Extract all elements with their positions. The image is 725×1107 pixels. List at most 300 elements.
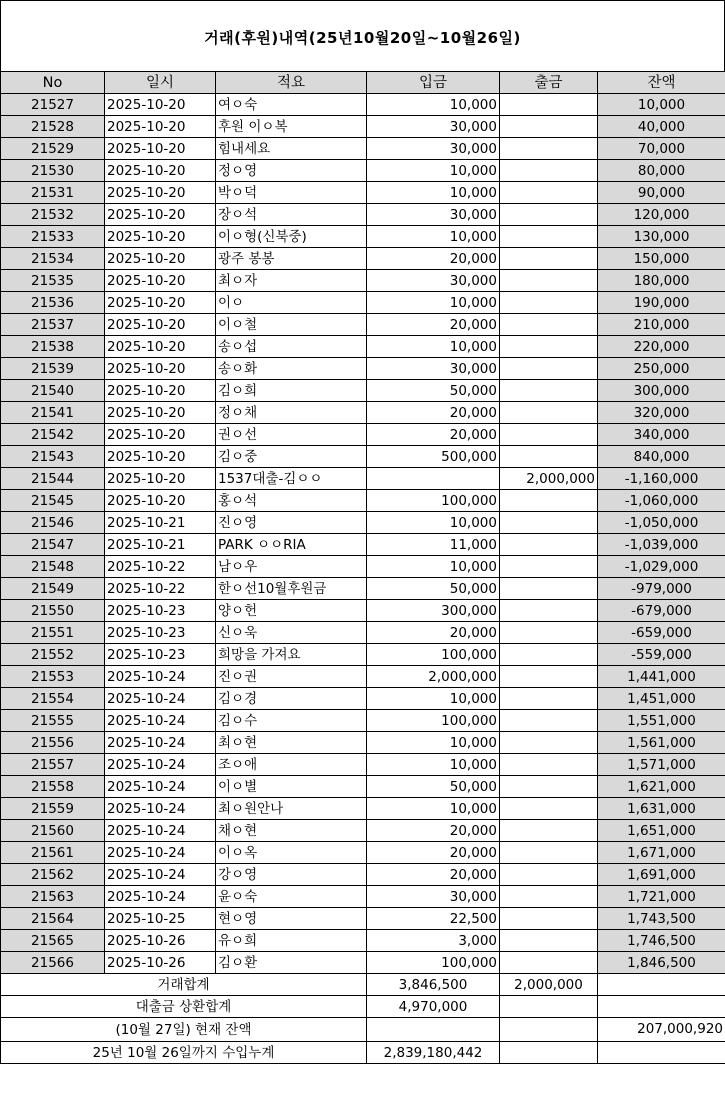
row-date: 2025-10-20 bbox=[105, 204, 216, 226]
row-balance: 120,000 bbox=[598, 204, 725, 226]
row-balance: 1,651,000 bbox=[598, 820, 725, 842]
row-date: 2025-10-23 bbox=[105, 622, 216, 644]
row-withdrawal bbox=[500, 116, 598, 138]
row-no: 21538 bbox=[1, 336, 105, 358]
row-memo: 조ㅇ애 bbox=[216, 754, 367, 776]
row-withdrawal bbox=[500, 952, 598, 974]
transaction-rows bbox=[1, 94, 725, 974]
row-withdrawal bbox=[500, 512, 598, 534]
row-withdrawal bbox=[500, 842, 598, 864]
row-withdrawal bbox=[500, 600, 598, 622]
row-balance: -1,060,000 bbox=[598, 490, 725, 512]
row-deposit: 10,000 bbox=[367, 336, 500, 358]
row-memo: 희망을 가져요 bbox=[216, 644, 367, 666]
table-row bbox=[1, 424, 725, 446]
row-withdrawal bbox=[500, 908, 598, 930]
row-no: 21566 bbox=[1, 952, 105, 974]
row-deposit: 30,000 bbox=[367, 116, 500, 138]
row-withdrawal bbox=[500, 424, 598, 446]
row-no: 21534 bbox=[1, 248, 105, 270]
row-deposit: 20,000 bbox=[367, 820, 500, 842]
current-balance-value: 207,000,920 bbox=[598, 1018, 725, 1042]
row-memo: 유ㅇ희 bbox=[216, 930, 367, 952]
summary-balance-row bbox=[1, 1018, 725, 1042]
row-no: 21543 bbox=[1, 446, 105, 468]
row-balance: 40,000 bbox=[598, 116, 725, 138]
summary-total-row bbox=[1, 974, 725, 996]
row-no: 21546 bbox=[1, 512, 105, 534]
row-date: 2025-10-24 bbox=[105, 776, 216, 798]
row-date: 2025-10-26 bbox=[105, 952, 216, 974]
table-row bbox=[1, 688, 725, 710]
row-memo: 김ㅇ경 bbox=[216, 688, 367, 710]
row-date: 2025-10-24 bbox=[105, 864, 216, 886]
header-withdrawal: 출금 bbox=[500, 72, 598, 94]
current-balance-label: (10월 27일) 현재 잔액 bbox=[1, 1018, 367, 1042]
row-memo: 이ㅇ옥 bbox=[216, 842, 367, 864]
row-memo: 박ㅇ덕 bbox=[216, 182, 367, 204]
table-row bbox=[1, 512, 725, 534]
table-row bbox=[1, 952, 725, 974]
table-row bbox=[1, 930, 725, 952]
row-memo: 양ㅇ헌 bbox=[216, 600, 367, 622]
loan-label: 대출금 상환합계 bbox=[1, 996, 367, 1018]
row-deposit: 50,000 bbox=[367, 578, 500, 600]
row-deposit: 10,000 bbox=[367, 292, 500, 314]
row-balance: 250,000 bbox=[598, 358, 725, 380]
row-no: 21530 bbox=[1, 160, 105, 182]
row-balance: 220,000 bbox=[598, 336, 725, 358]
row-deposit: 10,000 bbox=[367, 556, 500, 578]
row-withdrawal bbox=[500, 864, 598, 886]
header-no: No bbox=[1, 72, 105, 94]
row-balance: 1,441,000 bbox=[598, 666, 725, 688]
row-no: 21544 bbox=[1, 468, 105, 490]
row-memo: 장ㅇ석 bbox=[216, 204, 367, 226]
table-row bbox=[1, 468, 725, 490]
cumulative-balance-empty bbox=[598, 1042, 725, 1064]
loan-balance-empty bbox=[598, 996, 725, 1018]
row-memo: 채ㅇ현 bbox=[216, 820, 367, 842]
row-date: 2025-10-24 bbox=[105, 688, 216, 710]
row-balance: 1,743,500 bbox=[598, 908, 725, 930]
row-date: 2025-10-20 bbox=[105, 226, 216, 248]
row-memo: 정ㅇ영 bbox=[216, 160, 367, 182]
row-balance: -1,029,000 bbox=[598, 556, 725, 578]
table-row bbox=[1, 776, 725, 798]
row-balance: 150,000 bbox=[598, 248, 725, 270]
row-balance: -1,160,000 bbox=[598, 468, 725, 490]
table-row bbox=[1, 314, 725, 336]
row-deposit: 30,000 bbox=[367, 358, 500, 380]
row-withdrawal bbox=[500, 226, 598, 248]
row-date: 2025-10-23 bbox=[105, 644, 216, 666]
row-balance: 1,691,000 bbox=[598, 864, 725, 886]
row-memo: 정ㅇ채 bbox=[216, 402, 367, 424]
row-withdrawal bbox=[500, 578, 598, 600]
row-no: 21535 bbox=[1, 270, 105, 292]
row-deposit: 30,000 bbox=[367, 138, 500, 160]
row-no: 21536 bbox=[1, 292, 105, 314]
table-row bbox=[1, 666, 725, 688]
row-date: 2025-10-21 bbox=[105, 512, 216, 534]
row-no: 21563 bbox=[1, 886, 105, 908]
table-row bbox=[1, 336, 725, 358]
row-deposit: 100,000 bbox=[367, 952, 500, 974]
row-date: 2025-10-24 bbox=[105, 798, 216, 820]
row-balance: -659,000 bbox=[598, 622, 725, 644]
row-date: 2025-10-22 bbox=[105, 578, 216, 600]
row-deposit: 20,000 bbox=[367, 402, 500, 424]
row-withdrawal bbox=[500, 732, 598, 754]
row-date: 2025-10-25 bbox=[105, 908, 216, 930]
row-deposit: 100,000 bbox=[367, 644, 500, 666]
row-deposit: 100,000 bbox=[367, 490, 500, 512]
table-row bbox=[1, 556, 725, 578]
row-withdrawal bbox=[500, 534, 598, 556]
row-no: 21529 bbox=[1, 138, 105, 160]
row-no: 21555 bbox=[1, 710, 105, 732]
table-row bbox=[1, 820, 725, 842]
row-deposit: 20,000 bbox=[367, 424, 500, 446]
loan-withdrawal-empty bbox=[500, 996, 598, 1018]
row-date: 2025-10-23 bbox=[105, 600, 216, 622]
row-withdrawal bbox=[500, 820, 598, 842]
row-deposit: 10,000 bbox=[367, 512, 500, 534]
row-balance: 130,000 bbox=[598, 226, 725, 248]
row-balance: 1,621,000 bbox=[598, 776, 725, 798]
cumulative-label: 25년 10월 26일까지 수입누계 bbox=[1, 1042, 367, 1064]
row-no: 21537 bbox=[1, 314, 105, 336]
row-withdrawal bbox=[500, 160, 598, 182]
table-row bbox=[1, 710, 725, 732]
row-balance: 1,631,000 bbox=[598, 798, 725, 820]
row-deposit: 10,000 bbox=[367, 226, 500, 248]
row-withdrawal bbox=[500, 358, 598, 380]
table-row bbox=[1, 864, 725, 886]
row-balance: -1,039,000 bbox=[598, 534, 725, 556]
table-row bbox=[1, 490, 725, 512]
row-no: 21548 bbox=[1, 556, 105, 578]
row-date: 2025-10-20 bbox=[105, 116, 216, 138]
row-deposit: 30,000 bbox=[367, 886, 500, 908]
row-memo: 진ㅇ영 bbox=[216, 512, 367, 534]
row-memo: 김ㅇ희 bbox=[216, 380, 367, 402]
row-deposit: 20,000 bbox=[367, 622, 500, 644]
row-deposit: 20,000 bbox=[367, 248, 500, 270]
row-deposit: 10,000 bbox=[367, 754, 500, 776]
row-no: 21554 bbox=[1, 688, 105, 710]
table-row bbox=[1, 204, 725, 226]
row-date: 2025-10-20 bbox=[105, 446, 216, 468]
row-deposit: 50,000 bbox=[367, 776, 500, 798]
row-deposit bbox=[367, 468, 500, 490]
row-no: 21562 bbox=[1, 864, 105, 886]
row-deposit: 10,000 bbox=[367, 94, 500, 116]
table-row bbox=[1, 358, 725, 380]
row-withdrawal bbox=[500, 138, 598, 160]
row-deposit: 50,000 bbox=[367, 380, 500, 402]
row-balance: 80,000 bbox=[598, 160, 725, 182]
row-no: 21557 bbox=[1, 754, 105, 776]
row-withdrawal bbox=[500, 556, 598, 578]
row-memo: 남ㅇ우 bbox=[216, 556, 367, 578]
row-date: 2025-10-24 bbox=[105, 732, 216, 754]
header-deposit: 입금 bbox=[367, 72, 500, 94]
header-memo: 적요 bbox=[216, 72, 367, 94]
row-memo: 여ㅇ숙 bbox=[216, 94, 367, 116]
row-withdrawal bbox=[500, 336, 598, 358]
row-memo: 김ㅇ수 bbox=[216, 710, 367, 732]
row-memo: 이ㅇ철 bbox=[216, 314, 367, 336]
row-date: 2025-10-20 bbox=[105, 160, 216, 182]
transaction-table bbox=[0, 71, 725, 1064]
table-row bbox=[1, 248, 725, 270]
row-date: 2025-10-26 bbox=[105, 930, 216, 952]
row-withdrawal bbox=[500, 446, 598, 468]
row-no: 21561 bbox=[1, 842, 105, 864]
row-balance: 1,451,000 bbox=[598, 688, 725, 710]
row-withdrawal bbox=[500, 204, 598, 226]
row-date: 2025-10-20 bbox=[105, 490, 216, 512]
row-date: 2025-10-20 bbox=[105, 358, 216, 380]
row-memo: 권ㅇ선 bbox=[216, 424, 367, 446]
table-row bbox=[1, 380, 725, 402]
row-memo: 후원 이ㅇ복 bbox=[216, 116, 367, 138]
row-deposit: 30,000 bbox=[367, 270, 500, 292]
row-withdrawal: 2,000,000 bbox=[500, 468, 598, 490]
row-memo: 강ㅇ영 bbox=[216, 864, 367, 886]
table-row bbox=[1, 578, 725, 600]
row-memo: 힘내세요 bbox=[216, 138, 367, 160]
row-no: 21551 bbox=[1, 622, 105, 644]
row-memo: 이ㅇ별 bbox=[216, 776, 367, 798]
cumulative-withdrawal-empty bbox=[500, 1042, 598, 1064]
table-row bbox=[1, 798, 725, 820]
table-row bbox=[1, 600, 725, 622]
table-row bbox=[1, 908, 725, 930]
row-deposit: 10,000 bbox=[367, 160, 500, 182]
row-balance: 1,746,500 bbox=[598, 930, 725, 952]
table-row bbox=[1, 732, 725, 754]
row-memo: 이ㅇ형(신북중) bbox=[216, 226, 367, 248]
row-balance: 1,671,000 bbox=[598, 842, 725, 864]
total-balance-empty bbox=[598, 974, 725, 996]
table-row bbox=[1, 116, 725, 138]
row-date: 2025-10-24 bbox=[105, 710, 216, 732]
row-memo: 윤ㅇ숙 bbox=[216, 886, 367, 908]
row-no: 21545 bbox=[1, 490, 105, 512]
row-withdrawal bbox=[500, 798, 598, 820]
table-row bbox=[1, 754, 725, 776]
row-deposit: 100,000 bbox=[367, 710, 500, 732]
row-balance: -559,000 bbox=[598, 644, 725, 666]
cumulative-value: 2,839,180,442 bbox=[367, 1042, 500, 1064]
row-deposit: 10,000 bbox=[367, 798, 500, 820]
row-memo: 최ㅇ자 bbox=[216, 270, 367, 292]
row-deposit: 2,000,000 bbox=[367, 666, 500, 688]
table-row bbox=[1, 842, 725, 864]
row-withdrawal bbox=[500, 622, 598, 644]
row-memo: 1537대출-김ㅇㅇ bbox=[216, 468, 367, 490]
row-no: 21560 bbox=[1, 820, 105, 842]
table-row bbox=[1, 270, 725, 292]
row-deposit: 20,000 bbox=[367, 314, 500, 336]
summary-cumulative-row bbox=[1, 1042, 725, 1064]
row-deposit: 30,000 bbox=[367, 204, 500, 226]
header-balance: 잔액 bbox=[598, 72, 725, 94]
row-memo: 김ㅇ중 bbox=[216, 446, 367, 468]
table-row bbox=[1, 446, 725, 468]
row-no: 21540 bbox=[1, 380, 105, 402]
summary-loan-row bbox=[1, 996, 725, 1018]
row-date: 2025-10-20 bbox=[105, 336, 216, 358]
row-deposit: 500,000 bbox=[367, 446, 500, 468]
row-withdrawal bbox=[500, 94, 598, 116]
table-row bbox=[1, 226, 725, 248]
row-no: 21552 bbox=[1, 644, 105, 666]
row-no: 21547 bbox=[1, 534, 105, 556]
row-date: 2025-10-20 bbox=[105, 424, 216, 446]
row-balance: 10,000 bbox=[598, 94, 725, 116]
row-memo: 김ㅇ환 bbox=[216, 952, 367, 974]
row-deposit: 300,000 bbox=[367, 600, 500, 622]
summary-section bbox=[1, 974, 725, 1064]
row-memo: 광주 봉봉 bbox=[216, 248, 367, 270]
row-balance: 300,000 bbox=[598, 380, 725, 402]
row-balance: -979,000 bbox=[598, 578, 725, 600]
row-no: 21527 bbox=[1, 94, 105, 116]
loan-deposit: 4,970,000 bbox=[367, 996, 500, 1018]
title-area bbox=[0, 0, 725, 71]
row-date: 2025-10-24 bbox=[105, 666, 216, 688]
current-balance-withdrawal-empty bbox=[500, 1018, 598, 1042]
row-date: 2025-10-24 bbox=[105, 754, 216, 776]
row-no: 21549 bbox=[1, 578, 105, 600]
row-date: 2025-10-20 bbox=[105, 468, 216, 490]
row-no: 21531 bbox=[1, 182, 105, 204]
table-row bbox=[1, 402, 725, 424]
row-date: 2025-10-20 bbox=[105, 94, 216, 116]
row-no: 21528 bbox=[1, 116, 105, 138]
row-balance: 840,000 bbox=[598, 446, 725, 468]
row-balance: -679,000 bbox=[598, 600, 725, 622]
row-date: 2025-10-20 bbox=[105, 248, 216, 270]
row-withdrawal bbox=[500, 688, 598, 710]
row-deposit: 20,000 bbox=[367, 864, 500, 886]
current-balance-deposit-empty bbox=[367, 1018, 500, 1042]
row-date: 2025-10-24 bbox=[105, 820, 216, 842]
row-date: 2025-10-21 bbox=[105, 534, 216, 556]
row-balance: 1,551,000 bbox=[598, 710, 725, 732]
row-no: 21558 bbox=[1, 776, 105, 798]
table-row bbox=[1, 622, 725, 644]
row-no: 21556 bbox=[1, 732, 105, 754]
row-no: 21564 bbox=[1, 908, 105, 930]
row-balance: 210,000 bbox=[598, 314, 725, 336]
row-withdrawal bbox=[500, 710, 598, 732]
row-balance: 1,561,000 bbox=[598, 732, 725, 754]
row-date: 2025-10-20 bbox=[105, 402, 216, 424]
row-withdrawal bbox=[500, 380, 598, 402]
row-balance: 1,721,000 bbox=[598, 886, 725, 908]
row-deposit: 10,000 bbox=[367, 182, 500, 204]
row-date: 2025-10-20 bbox=[105, 138, 216, 160]
row-memo: 송ㅇ섭 bbox=[216, 336, 367, 358]
row-withdrawal bbox=[500, 182, 598, 204]
row-no: 21553 bbox=[1, 666, 105, 688]
row-date: 2025-10-20 bbox=[105, 314, 216, 336]
row-balance: 70,000 bbox=[598, 138, 725, 160]
row-deposit: 22,500 bbox=[367, 908, 500, 930]
header-row bbox=[1, 72, 725, 94]
row-withdrawal bbox=[500, 644, 598, 666]
row-balance: 180,000 bbox=[598, 270, 725, 292]
table-row bbox=[1, 160, 725, 182]
row-withdrawal bbox=[500, 776, 598, 798]
row-memo: 최ㅇ원안나 bbox=[216, 798, 367, 820]
row-memo: 홍ㅇ석 bbox=[216, 490, 367, 512]
table-row bbox=[1, 534, 725, 556]
document-title: 거래(후원)내역(25년10월20일~10월26일) bbox=[204, 29, 521, 47]
row-deposit: 10,000 bbox=[367, 732, 500, 754]
row-deposit: 10,000 bbox=[367, 688, 500, 710]
row-deposit: 3,000 bbox=[367, 930, 500, 952]
row-date: 2025-10-20 bbox=[105, 292, 216, 314]
row-balance: 320,000 bbox=[598, 402, 725, 424]
row-no: 21539 bbox=[1, 358, 105, 380]
row-memo: 진ㅇ권 bbox=[216, 666, 367, 688]
row-memo: 현ㅇ영 bbox=[216, 908, 367, 930]
row-withdrawal bbox=[500, 248, 598, 270]
table-row bbox=[1, 886, 725, 908]
total-label: 거래합계 bbox=[1, 974, 367, 996]
row-withdrawal bbox=[500, 292, 598, 314]
row-withdrawal bbox=[500, 886, 598, 908]
row-withdrawal bbox=[500, 270, 598, 292]
row-no: 21559 bbox=[1, 798, 105, 820]
row-deposit: 20,000 bbox=[367, 842, 500, 864]
row-no: 21550 bbox=[1, 600, 105, 622]
table-row bbox=[1, 292, 725, 314]
total-withdrawal: 2,000,000 bbox=[500, 974, 598, 996]
row-withdrawal bbox=[500, 490, 598, 512]
row-date: 2025-10-20 bbox=[105, 380, 216, 402]
row-memo: 최ㅇ현 bbox=[216, 732, 367, 754]
row-date: 2025-10-24 bbox=[105, 842, 216, 864]
row-balance: 1,846,500 bbox=[598, 952, 725, 974]
row-no: 21565 bbox=[1, 930, 105, 952]
table-row bbox=[1, 138, 725, 160]
row-balance: -1,050,000 bbox=[598, 512, 725, 534]
row-memo: 신ㅇ욱 bbox=[216, 622, 367, 644]
table-row bbox=[1, 182, 725, 204]
row-date: 2025-10-20 bbox=[105, 182, 216, 204]
row-balance: 90,000 bbox=[598, 182, 725, 204]
table-row bbox=[1, 94, 725, 116]
row-withdrawal bbox=[500, 930, 598, 952]
total-deposit: 3,846,500 bbox=[367, 974, 500, 996]
row-date: 2025-10-20 bbox=[105, 270, 216, 292]
row-no: 21542 bbox=[1, 424, 105, 446]
row-withdrawal bbox=[500, 402, 598, 424]
row-no: 21533 bbox=[1, 226, 105, 248]
row-no: 21532 bbox=[1, 204, 105, 226]
row-memo: 한ㅇ선10월후원금 bbox=[216, 578, 367, 600]
row-balance: 340,000 bbox=[598, 424, 725, 446]
header-date: 일시 bbox=[105, 72, 216, 94]
row-balance: 1,571,000 bbox=[598, 754, 725, 776]
